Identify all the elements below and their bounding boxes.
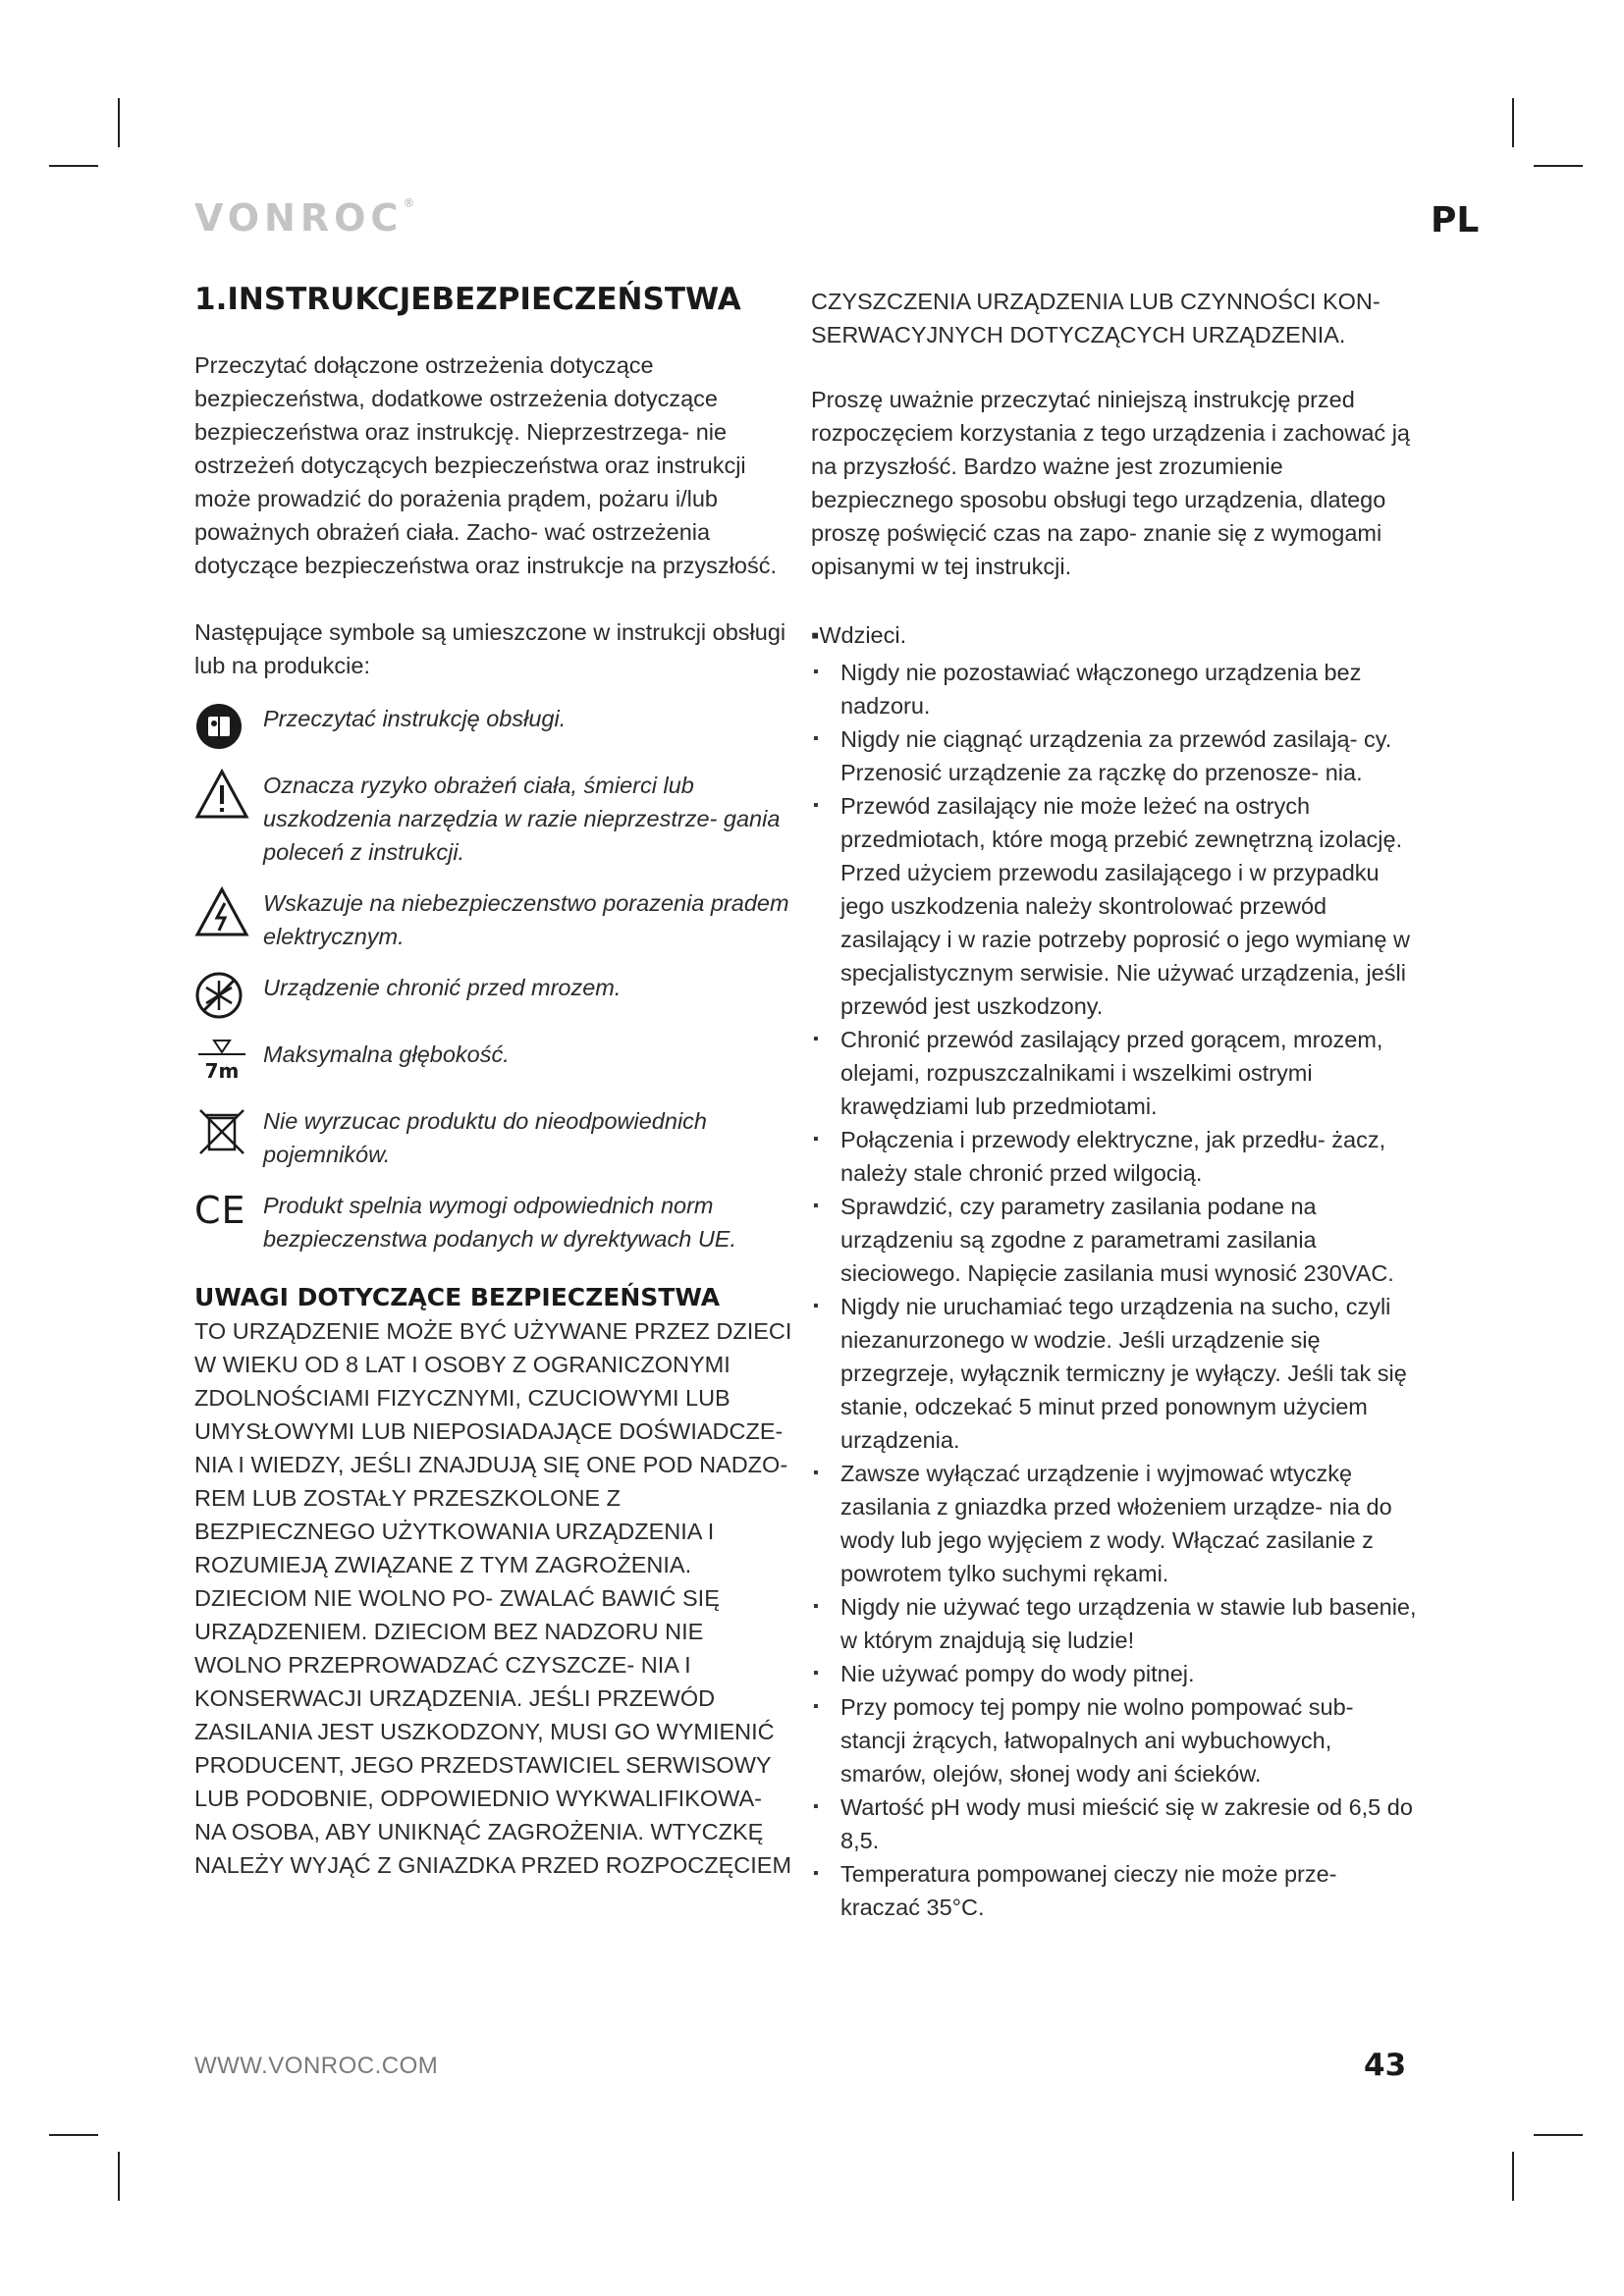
list-item: ▪ Zawsze wyłączać urządzenie i wyjmować wtyczkę zasilania z gniazdka przed włożeniem urządze- nia do wody lub jego wyjęciem z wody. Włączać zasilanie z powrotem tylko suchymi rękami. (811, 1457, 1420, 1590)
crop-mark (1534, 2134, 1583, 2136)
list-item: ▪ Nigdy nie pozostawiać włączonego urządzenia bez nadzoru. (811, 656, 1420, 722)
ce-label: CE (194, 1189, 246, 1232)
list-item: ▪ Nigdy nie używać tego urządzenia w stawie lub basenie, w którym znajdują się ludzie! (811, 1590, 1420, 1657)
ce-mark-icon (194, 1189, 263, 1232)
symbol-row (194, 971, 793, 1020)
crop-mark (118, 2152, 120, 2201)
symbols-intro: Następujące symbole są umieszczone w instrukcji obsługi lub na produkcie: (194, 619, 786, 678)
list-item: ▪ Chronić przewód zasilający przed gorącem, mrozem, olejami, rozpuszczalnikami i wszelkimi ostrymi krawędziami lub przedmiotami. (811, 1023, 1420, 1123)
depth-label: 7m (204, 1059, 240, 1083)
safety-list (811, 656, 1420, 1924)
list-item: ▪ Nigdy nie ciągnąć urządzenia za przewód zasilają- cy. Przenosić urządzenie za rączkę do przenosze- nia. (811, 722, 1420, 789)
symbol-description: Produkt spelnia wymogi odpowiednich norm bezpieczenstwa podanych w dyrektywach UE. (263, 1193, 736, 1252)
instruction-paragraph: Proszę uważnie przeczytać niniejszą instrukcję przed rozpoczęciem korzystania z tego urządzenia i zachować ją na przyszłość. Bardzo ważne jest zrozumienie bezpiecznego sposobu obsługi tego urządzenia, dlatego proszę poświęcić czas na zapo- znanie się z wymogami opisanymi w tej instrukcji. (811, 387, 1410, 579)
page-number: 43 (1364, 2048, 1407, 2083)
list-item: ▪ Połączenia i przewody elektryczne, jak przedłu- żacz, należy stale chronić przed wilgocią. (811, 1123, 1420, 1190)
left-column (194, 280, 793, 1882)
footer-url: WWW.VONROC.COM (194, 2053, 439, 2079)
list-item: ▪ Nie używać pompy do wody pitnej. (811, 1657, 1420, 1690)
symbol-row (194, 886, 793, 953)
max-depth-icon (194, 1038, 263, 1087)
symbol-description: Przeczytać instrukcję obsługi. (263, 706, 567, 731)
section-title: UWAGI DOTYCZĄCE BEZPIECZEŃSTWA (194, 1283, 721, 1311)
crop-mark (118, 98, 120, 147)
crop-mark (1512, 2152, 1514, 2201)
brand-logo (194, 196, 414, 240)
symbol-row (194, 1189, 793, 1255)
list-item: ▪ Przewód zasilający nie może leżeć na ostrych przedmiotach, które mogą przebić zewnętrzną izolację. Przed użyciem przewodu zasilającego i w przypadku jego uszkodzenia należy skontrolować przewód zasilający i w razie potrzeby poprosić o jego wymianę w specjalistycznym serwisie. Nie używać urządzenia, jeśli przewód jest uszkodzony. (811, 789, 1420, 1023)
list-item: ▪ Przy pomocy tej pompy nie wolno pompować sub- stancji żrących, łatwopalnych ani wybuchowych, smarów, olejów, słonej wody ani ścieków. (811, 1690, 1420, 1790)
crop-mark (1534, 165, 1583, 167)
list-item: ▪ Temperatura pompowanej cieczy nie może prze- kraczać 35°C. (811, 1857, 1420, 1924)
symbol-description: Nie wyrzucac produktu do nieodpowiednich pojemników. (263, 1108, 707, 1167)
list-item: ▪ Sprawdzić, czy parametry zasilania podane na urządzeniu są zgodne z parametrami zasilania sieciowego. Napięcie zasilania musi wynosić 230VAC. (811, 1190, 1420, 1290)
symbol-row (194, 702, 793, 751)
symbol-description: Maksymalna głębokość. (263, 1041, 510, 1067)
brand-name: VONROC (194, 196, 404, 240)
read-manual-icon (194, 702, 263, 751)
frost-protection-icon (194, 971, 263, 1020)
symbol-description: Urządzenie chronić przed mrozem. (263, 975, 622, 1000)
crop-mark (1512, 98, 1514, 147)
symbol-description: Oznacza ryzyko obrażeń ciała, śmierci lub uszkodzenia narzędzia w razie nieprzestrze- gania poleceń z instrukcji. (263, 773, 781, 865)
note-line: ▪Wdzieci. (811, 622, 907, 648)
section-text: TO URZĄDZENIE MOŻE BYĆ UŻYWANE PRZEZ DZIECI W WIEKU OD 8 LAT I OSOBY Z OGRANICZONYMI ZDOLNOŚCIAMI FIZYCZNYMI, CZUCIOWYMI LUB UMYSŁOWYMI LUB NIEPOSIADAJĄCE DOŚWIADCZE- NIA I WIEDZY, JEŚLI ZNAJDUJĄ SIĘ ONE POD NADZO- REM LUB ZOSTAŁY PRZESZKOLONE Z BEZPIECZNEGO UŻYTKOWANIA URZĄDZENIA I ROZUMIEJĄ ZWIĄZANE Z TYM ZAGROŻENIA. DZIECIOM NIE WOLNO PO- ZWALAĆ BAWIĆ SIĘ URZĄDZENIEM. DZIECIOM BEZ NADZORU NIE WOLNO PRZEPROWADZAĆ CZYSZCZE- NIA I KONSERWACJI URZĄDZENIA. JEŚLI PRZEWÓD ZASILANIA JEST USZKODZONY, MUSI GO WYMIENIĆ PRODUCENT, JEGO PRZEDSTAWICIEL SERWISOWY LUB PODOBNIE, ODPOWIEDNIO WYKWALIFIKOWA- NA OSOBA, ABY UNIKNĄĆ ZAGROŻENIA. WTYCZKĘ NALEŻY WYJĄĆ Z GNIAZDKA PRZED ROZPOCZĘCIEM (194, 1318, 792, 1878)
warning-triangle-icon (194, 769, 263, 820)
page-title: 1.INSTRUKCJEBEZPIECZEŃSTWA (194, 282, 741, 317)
trademark-symbol: ® (403, 196, 415, 210)
electric-shock-icon (194, 886, 263, 937)
language-code: PL (1431, 200, 1480, 240)
list-item: ▪ Nigdy nie uruchamiać tego urządzenia na sucho, czyli niezanurzonego w wodzie. Jeśli urządzenie się przegrzeje, wyłącznik termiczny je wyłączy. Jeśli tak się stanie, odczekać 5 minut przed ponownym użyciem urządzenia. (811, 1290, 1420, 1457)
crossed-bin-icon (194, 1104, 263, 1159)
crop-mark (49, 2134, 98, 2136)
symbol-row (194, 1104, 793, 1171)
symbol-description: Wskazuje na niebezpieczenstwo porazenia pradem elektrycznym. (263, 890, 789, 949)
symbol-row (194, 1038, 793, 1087)
symbol-row (194, 769, 793, 869)
right-column (811, 285, 1420, 1924)
crop-mark (49, 165, 98, 167)
continuation-paragraph: CZYSZCZENIA URZĄDZENIA LUB CZYNNOŚCI KON- SERWACYJNYCH DOTYCZĄCYCH URZĄDZENIA. (811, 289, 1380, 347)
list-item: ▪ Wartość pH wody musi mieścić się w zakresie od 6,5 do 8,5. (811, 1790, 1420, 1857)
intro-paragraph: Przeczytać dołączone ostrzeżenia dotyczące bezpieczeństwa, dodatkowe ostrzeżenia dotyczące bezpieczeństwa oraz instrukcję. Nieprzestrzega- nie ostrzeżeń dotyczących bezpieczeństwa oraz instrukcji może prowadzić do porażenia prądem, pożaru i/lub poważnych obrażeń ciała. Zacho- wać ostrzeżenia dotyczące bezpieczeństwa oraz instrukcje na przyszłość. (194, 352, 777, 578)
